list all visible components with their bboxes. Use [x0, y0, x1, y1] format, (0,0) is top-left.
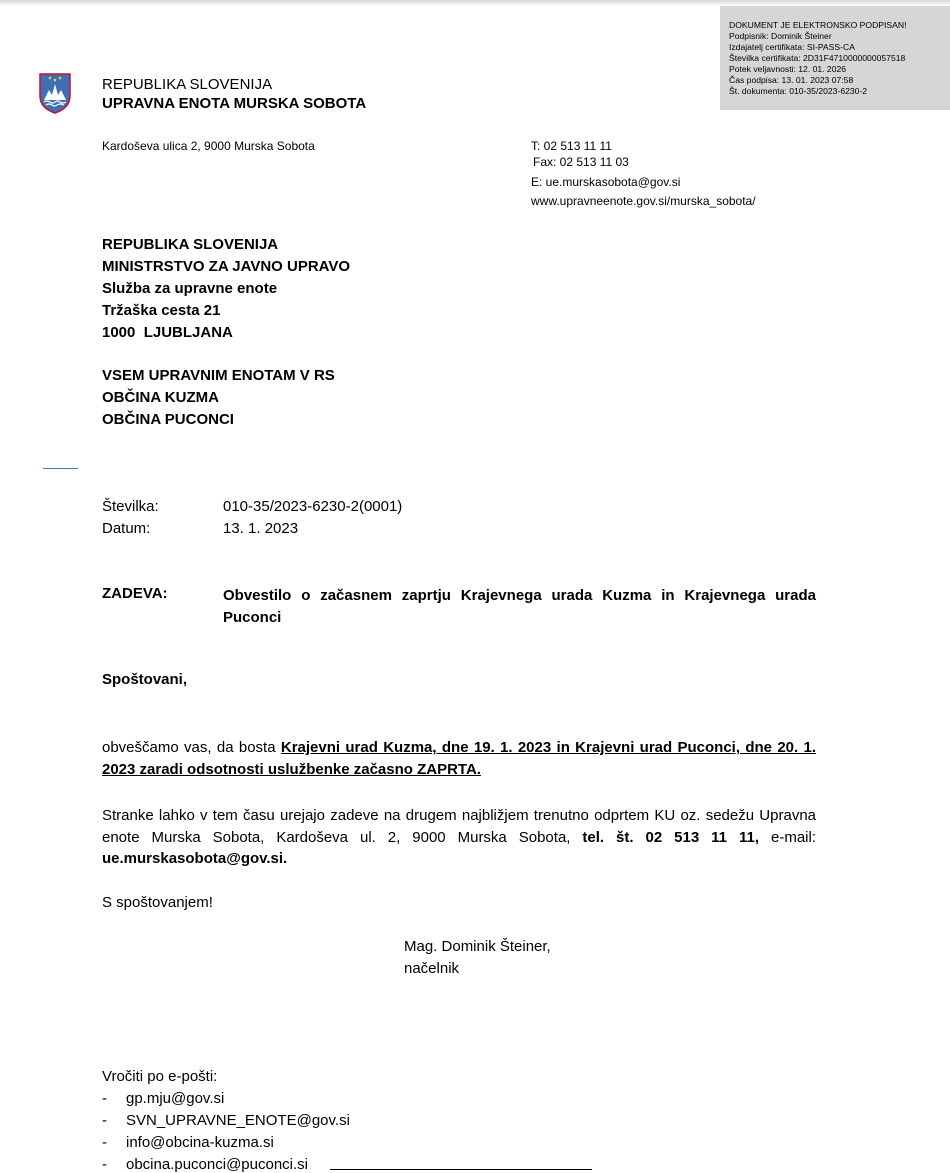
subject-text: Obvestilo o začasnem zaprtju Krajevnega urada Kuzma in Krajevnega urada Puconci	[223, 587, 816, 626]
date-label: Datum:	[102, 520, 151, 537]
paragraph-2-text: Stranke lahko v tem času urejajo zadeve na drugem najbližjem trenutno odprtem KU oz. sedežu Upravna enote Murska Sobota, Kardoševa ul. 2, 9000 Murska Sobota,	[102, 807, 816, 846]
contact-phone: tel. št. 02 513 11 11,	[582, 828, 760, 846]
contact-email[interactable]: ue.murskasobota@gov.si.	[102, 850, 288, 867]
paragraph-1	[102, 737, 816, 780]
recipient-line: Tržaška cesta 21	[102, 302, 221, 319]
closure-notice: Krajevni urad Kuzma, dne 19. 1. 2023 in Krajevni urad Puconci, dne 20. 1. 2023 zaradi odsotnosti uslužbenke začasno ZAPRTA.	[102, 739, 816, 778]
closing: S spoštovanjem!	[102, 894, 213, 911]
list-bullet: -	[102, 1112, 107, 1129]
bottom-rule	[330, 1169, 592, 1170]
recipient2-line: OBČINA KUZMA	[102, 389, 219, 406]
header-republic: REPUBLIKA SLOVENIJA	[102, 76, 273, 93]
delivery-label: Vročiti po e-pošti:	[102, 1068, 218, 1085]
electronic-signature-box	[720, 6, 950, 110]
delivery-email[interactable]: info@obcina-kuzma.si	[126, 1134, 274, 1151]
margin-mark	[43, 468, 78, 469]
header-office: UPRAVNA ENOTA MURSKA SOBOTA	[102, 95, 367, 112]
header-address: Kardoševa ulica 2, 9000 Murska Sobota	[102, 139, 315, 153]
recipient-line: 1000 LJUBLJANA	[102, 324, 233, 341]
subject-label: ZADEVA:	[102, 585, 168, 602]
recipient-line: REPUBLIKA SLOVENIJA	[102, 236, 279, 253]
signature-line: Št. dokumenta: 010-35/2023-6230-2	[729, 86, 868, 96]
list-bullet: -	[102, 1156, 107, 1173]
greeting: Spoštovani,	[102, 671, 188, 688]
number-value: 010-35/2023-6230-2(0001)	[223, 498, 403, 515]
signature-line: DOKUMENT JE ELEKTRONSKO PODPISAN!	[729, 20, 907, 30]
list-bullet: -	[102, 1134, 107, 1151]
paragraph-2-text-mid: e-mail:	[759, 828, 816, 846]
paragraph-1-text: obveščamo vas, da bosta	[102, 739, 281, 756]
recipient-line: MINISTRSTVO ZA JAVNO UPRAVO	[102, 258, 351, 275]
number-label: Številka:	[102, 498, 159, 515]
list-bullet: -	[102, 1090, 107, 1107]
delivery-email[interactable]: obcina.puconci@puconci.si	[126, 1156, 308, 1173]
signature-line: Čas podpisa: 13. 01. 2023 07:58	[729, 75, 854, 85]
signature-line: Potek veljavnosti: 12. 01. 2026	[729, 64, 847, 74]
signature-line: Podpisnik: Dominik Šteiner	[729, 31, 832, 41]
signer-name: Mag. Dominik Šteiner,	[404, 938, 551, 955]
signature-line: Številka certifikata: 2D31F4710000000057518	[729, 53, 906, 63]
coat-of-arms-icon	[38, 72, 72, 114]
recipient2-line: VSEM UPRAVNIM ENOTAM V RS	[102, 367, 335, 384]
paragraph-2	[102, 805, 816, 870]
delivery-email[interactable]: SVN_UPRAVNE_ENOTE@gov.si	[126, 1112, 350, 1129]
signature-line: Izdajatelj certifikata: SI-PASS-CA	[729, 42, 855, 52]
date-value: 13. 1. 2023	[223, 520, 299, 537]
recipient2-line: OBČINA PUCONCI	[102, 411, 234, 428]
header-fax: Fax: 02 513 11 03	[533, 155, 629, 169]
delivery-email[interactable]: gp.mju@gov.si	[126, 1090, 225, 1107]
signer-title: načelnik	[404, 960, 460, 977]
header-phone: T: 02 513 11 11	[531, 139, 612, 153]
header-email[interactable]: E: ue.murskasobota@gov.si	[531, 175, 681, 189]
header-website[interactable]: www.upravneenote.gov.si/murska_sobota/	[531, 194, 756, 208]
recipient-line: Služba za upravne enote	[102, 280, 278, 297]
